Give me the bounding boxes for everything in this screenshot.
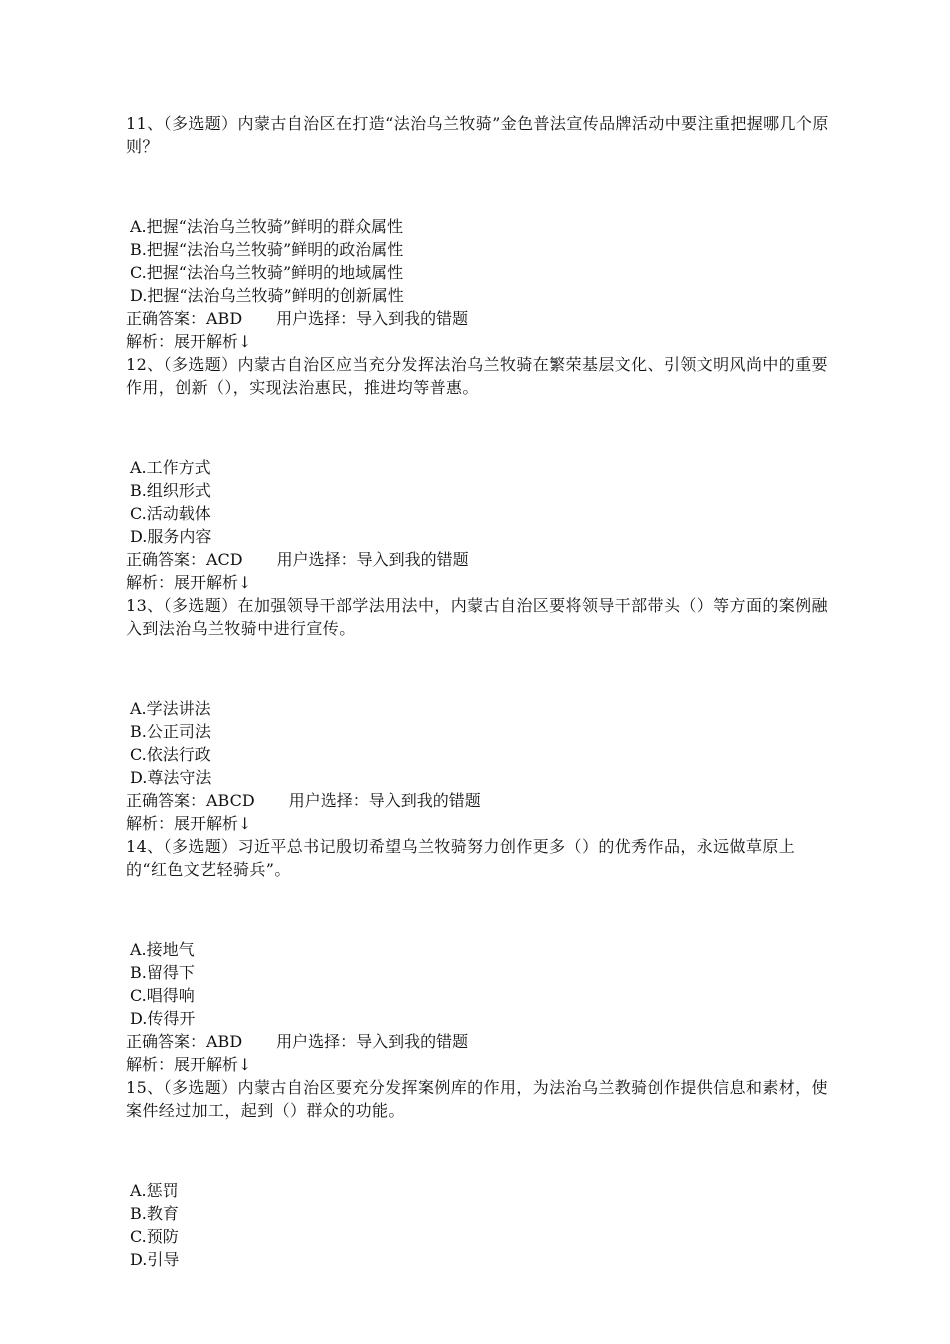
- option-a: A.把握“法治乌兰牧骑”鲜明的群众属性: [130, 217, 404, 236]
- option-c: C.唱得响: [130, 986, 195, 1005]
- question-11: [126, 112, 831, 353]
- document-page: [126, 112, 831, 1271]
- question-stem: 12、（多选题）内蒙古自治区应当充分发挥法治乌兰牧骑在繁荣基层文化、引领文明风尚中的重要作用，创新（），实现法治惠民，推进均等普惠。: [126, 355, 828, 397]
- option-d: D.尊法守法: [130, 768, 212, 787]
- user-choice-link[interactable]: 用户选择：导入到我的错题: [288, 791, 481, 810]
- option-b: B.把握“法治乌兰牧骑”鲜明的政治属性: [130, 240, 404, 259]
- answer-line: [126, 1030, 831, 1053]
- option-a: A.接地气: [130, 940, 195, 959]
- answer-line: [126, 789, 831, 812]
- option-c: C.预防: [130, 1227, 179, 1246]
- option-a: A.工作方式: [130, 458, 211, 477]
- question-13: [126, 594, 831, 835]
- option-d: D.服务内容: [130, 527, 212, 546]
- analysis-toggle[interactable]: 解析：展开解析↓: [126, 332, 252, 351]
- option-b: B.教育: [130, 1204, 179, 1223]
- option-c: C.把握“法治乌兰牧骑”鲜明的地域属性: [130, 263, 404, 282]
- question-14: [126, 835, 831, 1076]
- user-choice-link[interactable]: 用户选择：导入到我的错题: [276, 550, 469, 569]
- option-b: B.留得下: [130, 963, 195, 982]
- option-list: [126, 697, 831, 789]
- analysis-toggle[interactable]: 解析：展开解析↓: [126, 814, 252, 833]
- user-choice-link[interactable]: 用户选择：导入到我的错题: [276, 1032, 469, 1051]
- answer-line: [126, 548, 831, 571]
- correct-answer: 正确答案：ABD: [126, 1032, 243, 1051]
- question-stem: 11、（多选题）内蒙古自治区在打造“法治乌兰牧骑”金色普法宣传品牌活动中要注重把握哪几个原则？: [126, 114, 829, 156]
- user-choice-link[interactable]: 用户选择：导入到我的错题: [276, 309, 469, 328]
- correct-answer: 正确答案：ABD: [126, 309, 243, 328]
- question-stem: 13、（多选题）在加强领导干部学法用法中，内蒙古自治区要将领导干部带头（）等方面的案例融入到法治乌兰牧骑中进行宣传。: [126, 596, 828, 638]
- option-a: A.学法讲法: [130, 699, 211, 718]
- correct-answer: 正确答案：ABCD: [126, 791, 255, 810]
- correct-answer: 正确答案：ACD: [126, 550, 243, 569]
- question-12: [126, 353, 831, 594]
- option-c: C.依法行政: [130, 745, 211, 764]
- option-c: C.活动载体: [130, 504, 211, 523]
- option-d: D.把握“法治乌兰牧骑”鲜明的创新属性: [130, 286, 404, 305]
- question-stem: 15、（多选题）内蒙古自治区要充分发挥案例库的作用，为法治乌兰教骑创作提供信息和素材，使案件经过加工，起到（）群众的功能。: [126, 1078, 828, 1120]
- question-15: [126, 1076, 831, 1271]
- option-d: D.传得开: [130, 1009, 196, 1028]
- option-list: [126, 1179, 831, 1271]
- option-d: D.引导: [130, 1250, 180, 1269]
- option-list: [126, 215, 831, 307]
- answer-line: [126, 307, 831, 330]
- analysis-toggle[interactable]: 解析：展开解析↓: [126, 573, 252, 592]
- question-stem: 14、（多选题）习近平总书记殷切希望乌兰牧骑努力创作更多（）的优秀作品，永远做草原上的“红色文艺轻骑兵”。: [126, 837, 796, 879]
- analysis-toggle[interactable]: 解析：展开解析↓: [126, 1055, 252, 1074]
- option-list: [126, 938, 831, 1030]
- option-b: B.公正司法: [130, 722, 211, 741]
- option-list: [126, 456, 831, 548]
- option-a: A.惩罚: [130, 1181, 179, 1200]
- option-b: B.组织形式: [130, 481, 211, 500]
